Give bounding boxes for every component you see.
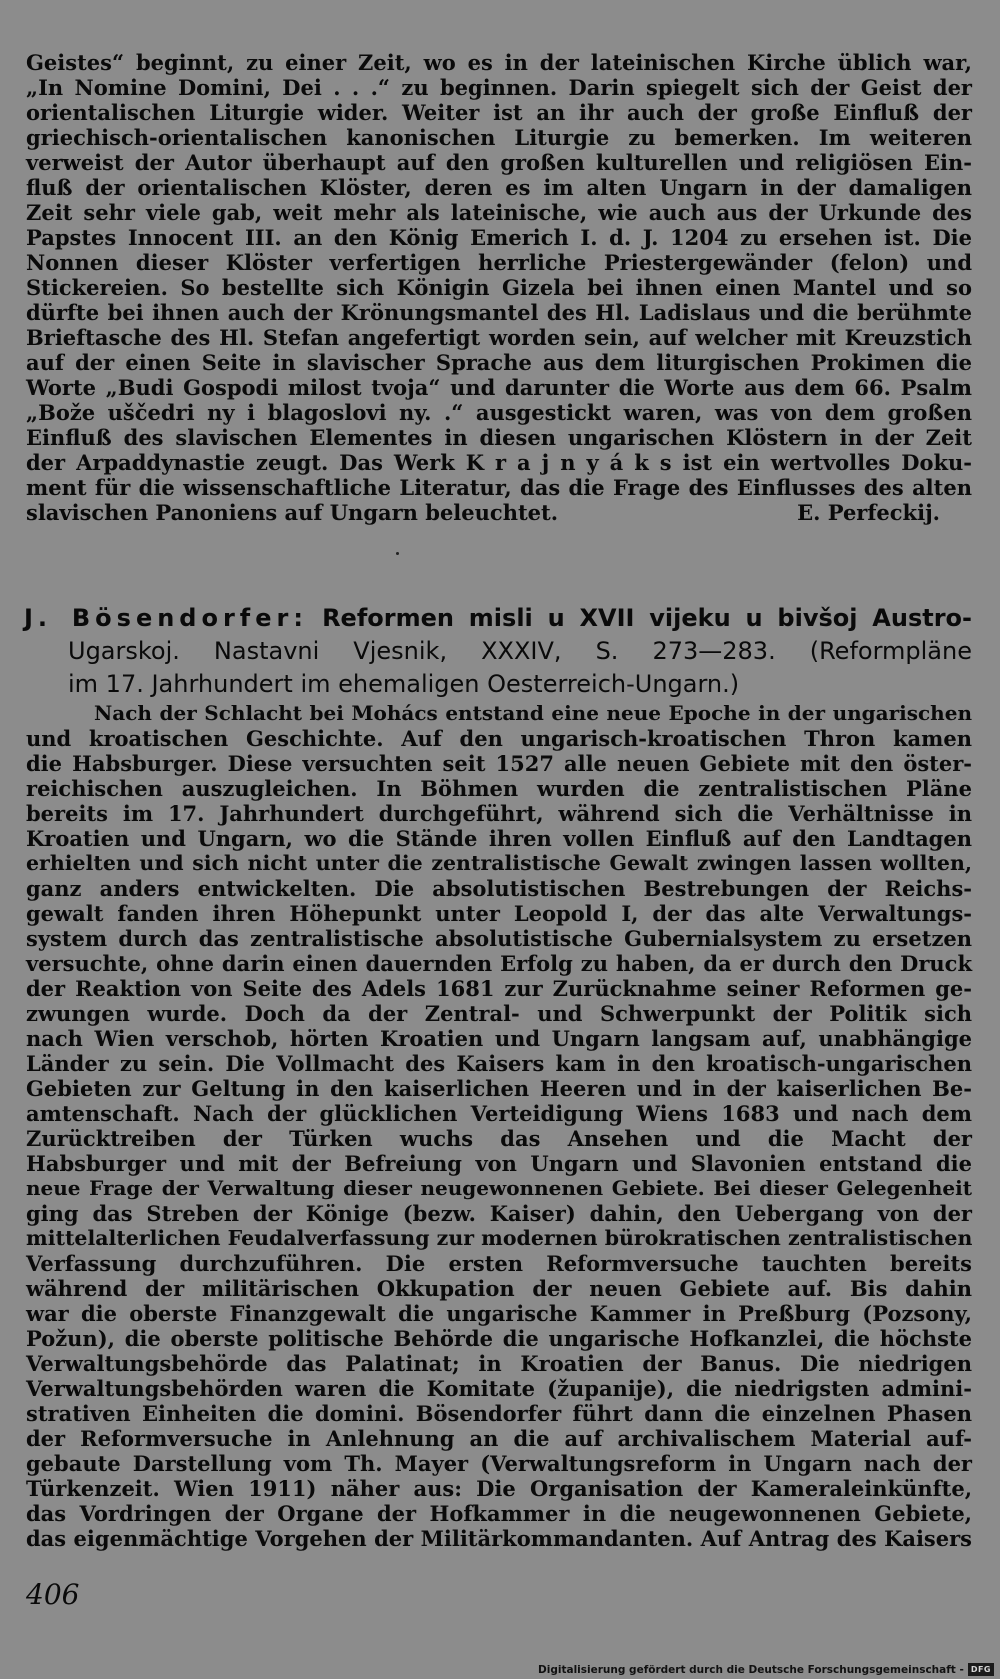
text-line: Verfassung durchzuführen. Die ersten Reformversuche tauchten bereits — [26, 1251, 972, 1276]
text-line: Habsburger und mit der Befreiung von Ungarn und Slavonien entstand die — [26, 1151, 972, 1176]
text-line: Gebieten zur Geltung in den kaiserlichen Heeren und in der kaiserlichen Be- — [26, 1076, 972, 1101]
text-line: Kroatien und Ungarn, wo die Stände ihren vollen Einfluß auf den Landtagen — [26, 826, 972, 851]
text-line: gebaute Darstellung vom Th. Mayer (Verwaltungsreform in Ungarn nach der — [26, 1451, 972, 1476]
text-line: das Vordringen der Organe der Hofkammer in die neugewonnenen Gebiete, — [26, 1501, 972, 1526]
text-line: erhielten und sich nicht unter die zentralistische Gewalt zwingen lassen wollten, — [26, 851, 972, 875]
text-line: Požun), die oberste politische Behörde die ungarische Hofkanzlei, die höchste — [26, 1326, 972, 1351]
text-line: system durch das zentralistische absolutistische Gubernialsystem zu ersetzen — [26, 926, 972, 951]
page-number: 406 — [26, 1578, 80, 1611]
text-line: Zeit sehr viele gab, weit mehr als lateinische, wie auch aus der Urkunde des — [26, 200, 972, 225]
heading-line-2: Ugarskoj. Nastavni Vjesnik, XXXIV, S. 273—283. (Reformpläne — [68, 637, 972, 665]
text-line: slavischen Panoniens auf Ungarn beleuchtet. — [26, 500, 559, 525]
text-line: ganz anders entwickelten. Die absolutistischen Bestrebungen der Reichs- — [26, 876, 972, 901]
text-line: nach Wien verschob, hörten Kroatien und Ungarn langsam auf, unabhängige — [26, 1026, 972, 1051]
text-line: amtenschaft. Nach der glücklichen Verteidigung Wiens 1683 und nach dem — [26, 1101, 972, 1126]
text-line: fluß der orientalischen Klöster, deren es im alten Ungarn in der damaligen — [26, 175, 972, 200]
text-line: Nonnen dieser Klöster verfertigen herrliche Priestergewänder (felon) und — [26, 250, 972, 275]
text-line: gewalt fanden ihren Höhepunkt unter Leopold I, der das alte Verwaltungs- — [26, 901, 972, 926]
dfg-logo: DFG — [968, 1663, 994, 1676]
text-line: Verwaltungsbehörde das Palatinat; in Kroatien der Banus. Die niedrigen — [26, 1351, 972, 1376]
text-line: verweist der Autor überhaupt auf den großen kulturellen und religiösen Ein- — [26, 150, 972, 175]
text-line: strativen Einheiten die domini. Bösendorfer führt dann die einzelnen Phasen — [26, 1401, 972, 1426]
review-1-body — [26, 50, 972, 525]
text-line: ment für die wissenschaftliche Literatur, das die Frage des Einflusses des alten — [26, 475, 972, 500]
text-line: Verwaltungsbehörden waren die Komitate (županije), die niedrigsten admini- — [26, 1376, 972, 1401]
text-line: die Habsburger. Diese versuchten seit 1527 alle neuen Gebiete mit den öster- — [26, 751, 972, 776]
review-title: Reformen misli u XVII vijeku u bivšoj Austro- — [322, 604, 972, 632]
text-line: der Reformversuche in Anlehnung an die auf archivalischem Material auf- — [26, 1426, 972, 1451]
text-line: Einfluß des slavischen Elementes in diesen ungarischen Klöstern in der Zeit — [26, 425, 972, 450]
text-line: Türkenzeit. Wien 1911) näher aus: Die Organisation der Kameraleinkünfte, — [26, 1476, 972, 1501]
closing-line — [26, 500, 972, 525]
text-line: reichischen auszugleichen. In Böhmen wurden die zentralistischen Pläne — [26, 776, 972, 801]
text-line: Papstes Innocent III. an den König Emerich I. d. J. 1204 zu ersehen ist. Die — [26, 225, 972, 250]
text-line: ging das Streben der Könige (bezw. Kaiser) dahin, den Uebergang von der — [26, 1201, 972, 1226]
text-line: Nach der Schlacht bei Mohács entstand eine neue Epoche in der ungarischen — [94, 701, 972, 725]
review-2-body — [26, 701, 972, 1551]
text-line: Brieftasche des Hl. Stefan angefertigt worden sein, auf welcher mit Kreuzstich — [26, 325, 972, 350]
text-line: das eigenmächtige Vorgehen der Militärkommandanten. Auf Antrag des Kaisers — [26, 1526, 972, 1551]
text-line: „In Nomine Domini, Dei . . .“ zu beginnen. Darin spiegelt sich der Geist der — [26, 75, 972, 100]
text-line: Länder zu sein. Die Vollmacht des Kaisers kam in den kroatisch-ungarischen — [26, 1051, 972, 1076]
text-line: Geistes“ beginnt, zu einer Zeit, wo es in der lateinischen Kirche üblich war, — [26, 50, 972, 75]
text-line: Zurücktreiben der Türken wuchs das Ansehen und die Macht der — [26, 1126, 972, 1151]
text-line: orientalischen Liturgie wider. Weiter ist an ihr auch der große Einfluß der — [26, 100, 972, 125]
text-line: mittelalterlichen Feudalverfassung zur modernen bürokratischen zentralistischen — [26, 1226, 973, 1250]
text-line: dürfte bei ihnen auch der Krönungsmantel des Hl. Ladislaus und die berühmte — [26, 300, 972, 325]
text-line: griechisch-orientalischen kanonischen Liturgie zu bemerken. Im weiteren — [26, 125, 972, 150]
text-line: „Bože uščedri ny i blagoslovi ny. .“ ausgestickt waren, was von dem großen — [26, 400, 972, 425]
text-line: auf der einen Seite in slavischer Sprache aus dem liturgischen Prokimen die — [26, 350, 972, 375]
text-line: der Arpaddynastie zeugt. Das Werk K r a j n y á k s ist ein wertvolles Doku- — [26, 450, 972, 475]
credit-text: Digitalisierung gefördert durch die Deutsche Forschungsgemeinschaft - — [538, 1663, 964, 1676]
text-line: während der militärischen Okkupation der neuen Gebiete auf. Bis dahin — [26, 1276, 972, 1301]
text-line: neue Frage der Verwaltung dieser neugewonnenen Gebiete. Bei dieser Gelegenheit — [26, 1176, 972, 1200]
text-line: Worte „Budi Gospodi milost tvoja“ und darunter die Worte aus dem 66. Psalm — [26, 375, 972, 400]
text-line: zwungen wurde. Doch da der Zentral- und Schwerpunkt der Politik sich — [26, 1001, 972, 1026]
text-line: versuchte, ohne darin einen dauernden Erfolg zu haben, da er durch den Druck — [26, 951, 972, 976]
text-line: war die oberste Finanzgewalt die ungarische Kammer in Preßburg (Pozsony, — [26, 1301, 972, 1326]
text-line: und kroatischen Geschichte. Auf den ungarisch-kroatischen Thron kamen — [26, 726, 972, 751]
text-line: Stickereien. So bestellte sich Königin Gizela bei ihnen einen Mantel und so — [26, 275, 972, 300]
review-author: J. Bösendorfer: — [24, 604, 308, 632]
review-2-heading — [24, 602, 972, 701]
digitization-credit — [538, 1663, 994, 1676]
heading-line-1 — [24, 602, 972, 635]
text-line: der Reaktion von Seite des Adels 1681 zur Zurücknahme seiner Reformen ge- — [26, 976, 972, 1001]
text-line: bereits im 17. Jahrhundert durchgeführt, während sich die Verhältnisse in — [26, 801, 972, 826]
reviewer-signature: E. Perfeckij. — [797, 500, 940, 525]
heading-line-3: im 17. Jahrhundert im ehemaligen Oesterreich-Ungarn.) — [68, 670, 740, 698]
separator-dot — [396, 552, 399, 555]
